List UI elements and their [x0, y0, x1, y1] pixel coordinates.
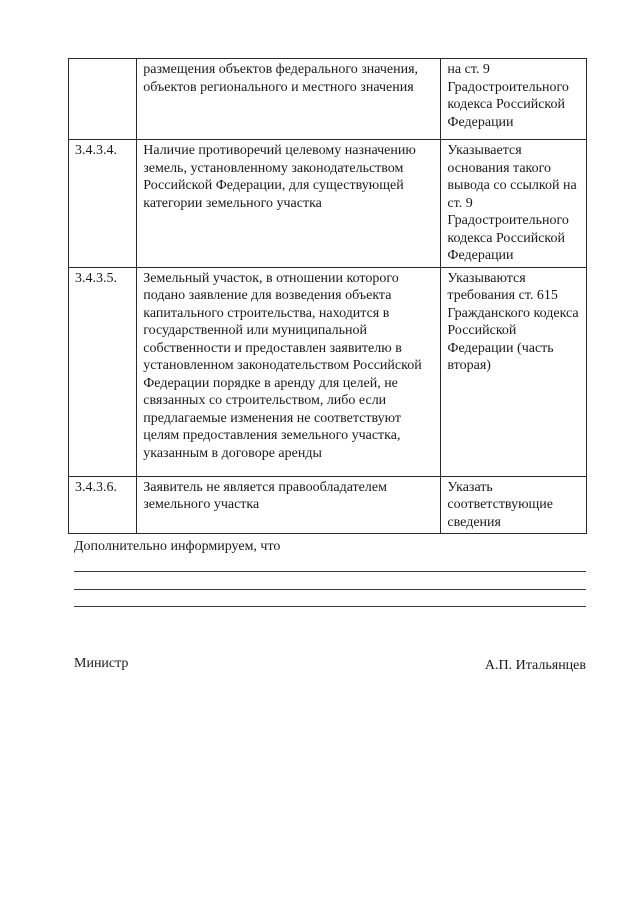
row-note: Указывается основания такого вывода со ссылкой на ст. 9 Градостроительного кодекса Российской Федерации: [441, 140, 587, 268]
table-row: [69, 140, 587, 268]
row-number: 3.4.3.5.: [69, 267, 137, 476]
row-description: Земельный участок, в отношении которого подано заявление для возведения объекта капитального строительства, находится в государственной или муниципальной собственности и предоставлен заявителю в установленном законодательством Российской Федерации порядке в аренду для целей, не связанных со строительством, либо если предлагаемые изменения не соответствуют целям предоставления земельного участка, указанным в договоре аренды: [137, 267, 441, 476]
signatory-role: Министр: [74, 656, 129, 671]
row-number: 3.4.3.4.: [69, 140, 137, 268]
additional-info-label: Дополнительно информируем, что: [74, 539, 281, 554]
fill-line: [74, 606, 586, 607]
row-note: Указать соответствующие сведения: [441, 476, 587, 534]
row-note: Указываются требования ст. 615 Гражданского кодекса Российской Федерации (часть вторая): [441, 267, 587, 476]
table-row: [69, 476, 587, 534]
row-number: [69, 59, 137, 140]
row-description: размещения объектов федерального значения, объектов регионального и местного значения: [137, 59, 441, 140]
fill-line: [74, 571, 586, 572]
row-note: на ст. 9 Градостроительного кодекса Российской Федерации: [441, 59, 587, 140]
row-description: Заявитель не является правообладателем земельного участка: [137, 476, 441, 534]
conditions-table: [68, 58, 587, 534]
table-row: [69, 267, 587, 476]
signatory-name: А.П. Итальянцев: [484, 658, 586, 673]
fill-line: [74, 589, 586, 590]
row-description: Наличие противоречий целевому назначению земель, установленному законодательством Российской Федерации, для существующей категории земельного участка: [137, 140, 441, 268]
table-row: [69, 59, 587, 140]
row-number: 3.4.3.6.: [69, 476, 137, 534]
